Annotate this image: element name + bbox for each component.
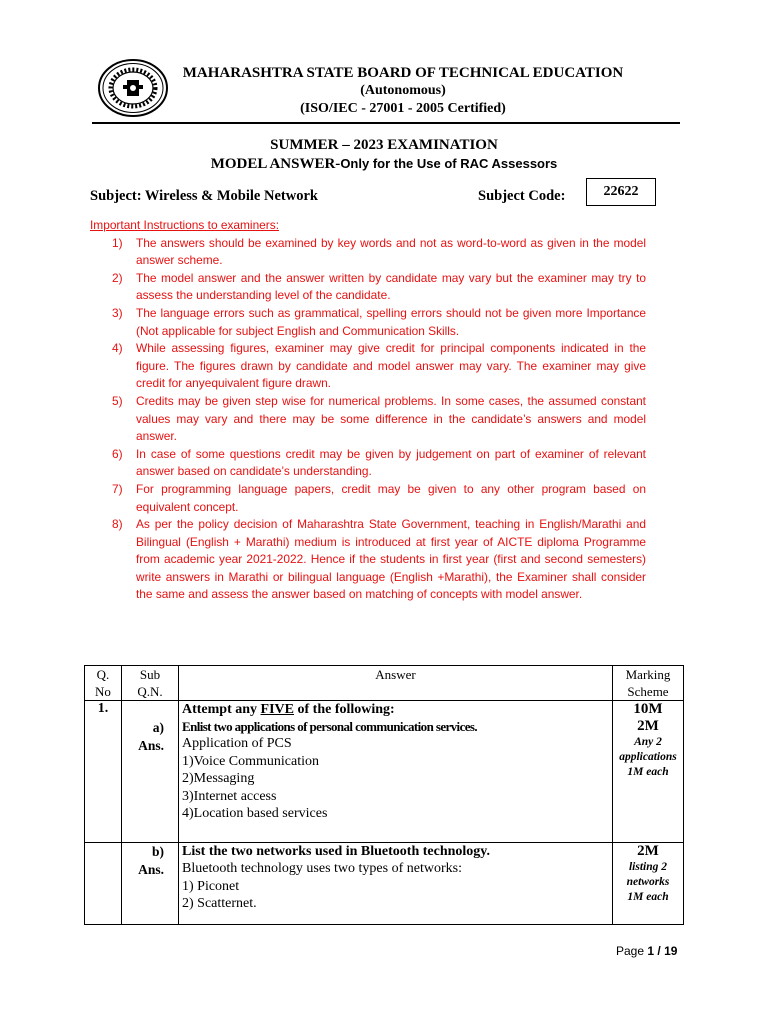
question-text: Enlist two applications of personal communication services. [182,719,478,734]
answer-line: Bluetooth technology uses two types of networks: [182,861,462,876]
total-marks: 10M [633,701,663,717]
instruction-item [90,446,646,481]
sub-question-label: a) [152,720,164,735]
instruction-item [90,305,646,340]
instruction-text: The language errors such as grammatical, spelling errors should not be given more Importance (Not applicable for subject English and Communication Skills. [136,305,646,338]
subject-code-box: 22622 [586,178,656,206]
table-row [85,843,684,925]
page-current: 1 [647,944,655,958]
answer-line: 1)Voice Communication [182,753,319,769]
instruction-number: 1) [112,235,123,250]
instruction-item [90,270,646,305]
col-header-sub-qn [122,666,179,701]
ans-label: Ans. [138,738,164,753]
header-divider [92,122,680,124]
sub-question-cell [122,843,179,925]
scheme-note: Any 2 [634,736,662,748]
page-prefix: Page [616,944,648,958]
ans-label: Ans. [138,862,164,877]
instruction-text: In case of some questions credit may be given by judgement on part of examiner of relevant answer based on candidate’s understanding. [136,446,646,479]
answer-line: 2) Scatternet. [182,896,257,911]
question-marks: 2M [637,718,659,734]
instruction-text: While assessing figures, examiner may give credit for principal components indicated in the figure. The figures drawn by candidate and model answer may vary. The examiner may give credit for anyequivalent figure drawn. [136,341,646,391]
instruction-text: As per the policy decision of Maharashtra State Government, teaching in English/Marathi and Bilingual (English + Marathi) medium is introduced at first year of AICTE diploma Programme from academic year 2021-2022. Hence if the students in first year (first and second semesters) write answers in Marathi or bilingual language (English +Marathi), the Examiner shall consider the same and assess the answer based on matching of concepts with model answer. [136,517,646,602]
instruction-number: 2) [112,270,123,285]
answer-line: 1) Piconet [182,878,240,894]
examiner-instructions [90,217,646,604]
subject-code-label: Subject Code: [478,188,566,204]
instruction-item [90,235,646,270]
instruction-text: The model answer and the answer written by candidate may vary but the examiner may try to assess the understanding level of the candidate. [136,270,646,303]
header-text: Q.N. [137,684,163,699]
scheme-note: networks [626,876,670,888]
certification-label: (ISO/IEC - 27001 - 2005 Certified) [300,101,506,116]
model-answer-table [84,665,684,925]
subject-name: Subject: Wireless & Mobile Network [90,188,318,204]
table-header-row [85,666,684,701]
instruction-number: 5) [112,393,123,408]
table-row [85,701,684,843]
exam-heading [84,136,684,174]
scheme-note: 1M each [627,766,669,778]
instruction-text: For programming language papers, credit may be given to any other program based on equivalent concept. [136,481,646,514]
instruction-number: 8) [112,517,123,532]
marking-cell [613,843,684,925]
model-answer-label: MODEL ANSWER- [210,156,341,172]
answer-line: 4)Location based services [182,806,328,821]
header-text: Sub [139,667,161,682]
scheme-note: applications [619,751,677,763]
instruction-text: of the following: [294,702,395,717]
header-text: Answer [375,667,416,682]
board-name: MAHARASHTRA STATE BOARD OF TECHNICAL EDUCATION [182,65,624,81]
subject-row [90,186,690,208]
question-text: List the two networks used in Bluetooth technology. [182,844,491,859]
instruction-item [90,393,646,446]
answer-cell [179,701,613,843]
page-separator: / [654,944,665,958]
instruction-text: Credits may be given step wise for numerical problems. In some cases, the assumed constant values may vary and there may be some difference in the candidate’s answers and model answer. [136,393,646,444]
page-number [616,944,677,958]
instructions-heading: Important Instructions to examiners: [90,218,280,232]
instructions-list [90,235,646,604]
header-text: Marking [625,667,671,682]
answer-line: 2)Messaging [182,771,255,786]
model-answer-suffix: Only for the Use of RAC Assessors [340,156,558,171]
header-text: No [95,684,111,699]
instruction-text: Attempt any [182,702,261,717]
question-marks: 2M [637,843,659,859]
instruction-number: 7) [112,481,123,496]
instruction-number: 4) [112,341,123,356]
instruction-text: The answers should be examined by key words and not as word-to-word as given in the model answer scheme. [136,235,646,268]
header-text: Scheme [627,684,669,699]
model-answer-line [84,154,684,174]
sub-question-cell [122,701,179,843]
col-header-marking-scheme [613,666,684,701]
autonomous-label: (Autonomous) [360,83,446,98]
scheme-note: listing 2 [628,861,668,873]
col-header-qno [85,666,122,701]
marking-cell [613,701,684,843]
answer-line: Application of PCS [182,736,292,751]
col-header-answer [179,666,613,701]
question-number: 1. [85,701,122,843]
header-text: Q. [96,667,110,682]
question-number-empty [85,843,122,925]
instruction-number: 6) [112,446,123,461]
instruction-item [90,340,646,393]
instruction-emphasis: FIVE [260,702,294,717]
instruction-item [90,516,646,604]
instruction-number: 3) [112,305,123,320]
document-header [150,64,628,118]
page-total: 19 [664,944,678,958]
instruction-item [90,481,646,516]
question-instruction [182,701,609,718]
answer-cell [179,843,613,925]
sub-question-label: b) [151,844,164,859]
exam-title: SUMMER – 2023 EXAMINATION [270,137,498,153]
scheme-note: 1M each [627,891,669,903]
answer-line: 3)Internet access [182,788,277,804]
